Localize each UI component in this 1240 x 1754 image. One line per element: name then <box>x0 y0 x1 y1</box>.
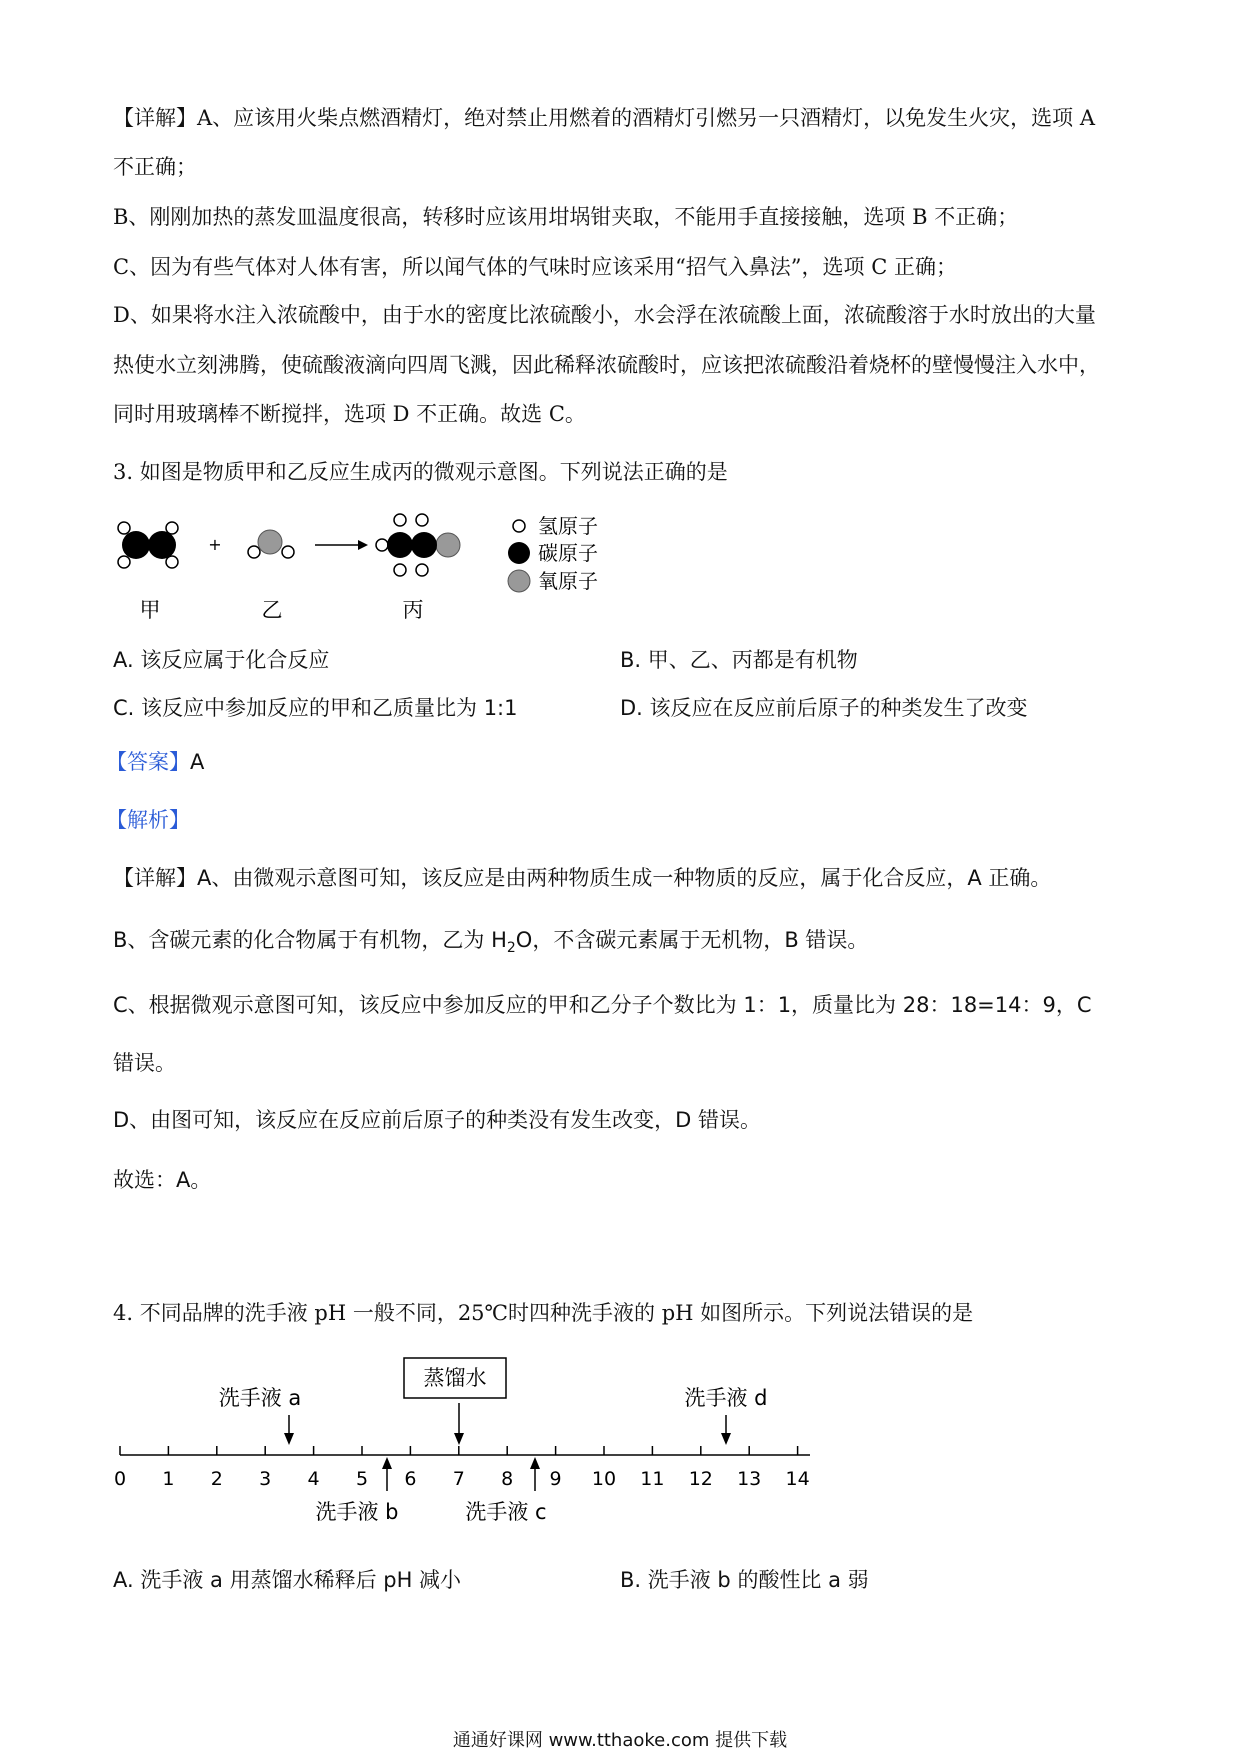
label-yi: 乙 <box>261 598 283 622</box>
detail-line-5: D、如果将水注入浓硫酸中，由于水的密度比浓硫酸小，水会浮在浓硫酸上面，浓硫酸溶于水时放出的大量 <box>113 303 1096 327</box>
q3-detail-5: D、由图可知，该反应在反应前后原子的种类没有发生改变，D 错误。 <box>113 1108 762 1132</box>
q3-option-c: C. 该反应中参加反应的甲和乙质量比为 1:1 <box>113 696 518 720</box>
q4-option-b: B. 洗手液 b 的酸性比 a 弱 <box>620 1568 869 1592</box>
q3-option-a: A. 该反应属于化合反应 <box>113 648 330 672</box>
q3-molecule-figure <box>110 510 630 630</box>
tick-label: 1 <box>162 1468 175 1490</box>
q3-stem: 3. 如图是物质甲和乙反应生成丙的微观示意图。下列说法正确的是 <box>113 460 728 484</box>
detail-line-7: 同时用玻璃棒不断搅拌，选项 D 不正确。故选 C。 <box>113 402 586 426</box>
legend-hydrogen-icon <box>513 520 525 532</box>
tick-label: 5 <box>355 1468 369 1490</box>
detail-line-4: C、因为有些气体对人体有害，所以闻气体的气味时应该采用“招气入鼻法”，选项 C 正确； <box>113 255 957 279</box>
q3-detail-4: 错误。 <box>113 1051 176 1075</box>
tick-label: 9 <box>549 1468 562 1490</box>
tick-label: 2 <box>210 1468 223 1490</box>
answer-label: 【答案】 <box>106 750 190 774</box>
label-a: 洗手液 a <box>218 1386 302 1410</box>
q4-stem: 4. 不同品牌的洗手液 pH 一般不同，25℃时四种洗手液的 pH 如图所示。下列说法错误的是 <box>113 1301 974 1325</box>
detail-line-3: B、刚刚加热的蒸发皿温度很高，转移时应该用坩埚钳夹取，不能用手直接接触，选项 B 不正确； <box>113 205 1019 229</box>
molecule-yi <box>248 530 294 558</box>
tick-label: 3 <box>259 1468 272 1490</box>
label-b: 洗手液 b <box>315 1500 399 1524</box>
legend-oxygen-icon <box>508 570 530 592</box>
plus-sign: + <box>208 535 222 554</box>
legend-carbon: 碳原子 <box>538 541 598 565</box>
tick-label: 0 <box>113 1468 127 1490</box>
molecule-bing <box>376 514 460 576</box>
label-bing: 丙 <box>402 598 424 622</box>
ph-scale-figure <box>110 1355 830 1545</box>
ph-ticks <box>114 1446 810 1490</box>
detail-line-6: 热使水立刻沸腾，使硫酸液滴向四周飞溅，因此稀释浓硫酸时，应该把浓硫酸沿着烧杯的壁慢慢注入水中， <box>113 353 1100 377</box>
label-jia: 甲 <box>139 598 161 622</box>
q3-option-d: D. 该反应在反应前后原子的种类发生了改变 <box>620 696 1028 720</box>
q4-option-a: A. 洗手液 a 用蒸馏水稀释后 pH 减小 <box>113 1568 462 1592</box>
label-water: 蒸馏水 <box>423 1366 487 1390</box>
detail-line-1: 【详解】A、应该用火柴点燃酒精灯，绝对禁止用燃着的酒精灯引燃另一只酒精灯，以免发生火灾，选项 A <box>113 106 1096 130</box>
q3-detail-2: B、含碳元素的化合物属于有机物，乙为 $H_2O$，不含碳元素属于无机物，B 错误。 <box>113 928 869 957</box>
tick-label: 12 <box>688 1468 713 1490</box>
footer-credit: 通通好课网 www.tthaoke.com 提供下载 <box>452 1730 788 1751</box>
legend-carbon-icon <box>508 542 530 564</box>
detail-line-2: 不正确； <box>113 155 197 179</box>
q3-answer <box>106 750 204 775</box>
tick-label: 14 <box>785 1468 810 1490</box>
tick-label: 13 <box>737 1468 762 1490</box>
q3-detail-1: 【详解】A、由微观示意图可知，该反应是由两种物质生成一种物质的反应，属于化合反应，A 正确。 <box>113 866 1052 890</box>
q3-detail-6: 故选：A。 <box>113 1168 212 1192</box>
label-d: 洗手液 d <box>684 1386 768 1410</box>
tick-label: 10 <box>591 1468 617 1490</box>
tick-label: 11 <box>640 1468 665 1490</box>
molecule-jia <box>118 522 178 568</box>
tick-label: 7 <box>452 1468 465 1490</box>
tick-label: 6 <box>404 1468 417 1490</box>
answer-value: A <box>190 750 205 774</box>
q3-detail-3: C、根据微观示意图可知，该反应中参加反应的甲和乙分子个数比为 1：1，质量比为 28：18=14：9，C <box>113 993 1092 1017</box>
legend-oxygen: 氧原子 <box>538 569 598 593</box>
q3-analysis-label: 【解析】 <box>106 808 190 832</box>
tick-label: 4 <box>307 1468 320 1490</box>
tick-label: 8 <box>501 1468 514 1490</box>
q3-option-b: B. 甲、乙、丙都是有机物 <box>620 648 858 672</box>
label-c: 洗手液 c <box>465 1500 547 1524</box>
legend-hydrogen: 氢原子 <box>538 514 598 538</box>
